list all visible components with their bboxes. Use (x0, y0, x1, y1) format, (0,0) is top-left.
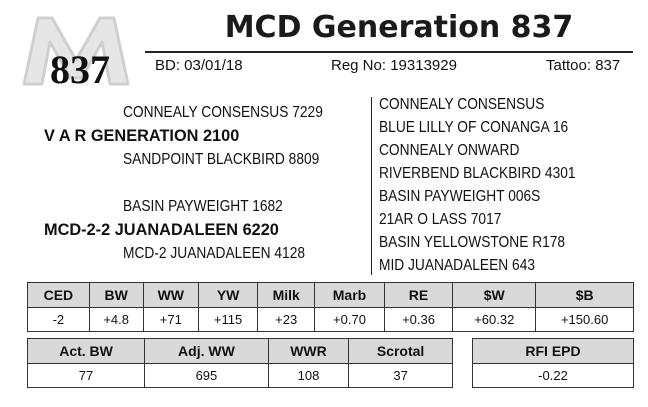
great-grandparent: CONNEALY ONWARD (379, 142, 520, 159)
epd-header-yw: YW (198, 283, 257, 308)
epd-header-b-index: $B (536, 283, 634, 308)
epd-header-ced: CED (28, 283, 90, 308)
epd-header-w-index: $W (453, 283, 536, 308)
epd-header-ww: WW (143, 283, 198, 308)
rfi-header: RFI EPD (473, 339, 634, 364)
perf-value-scrotal: 37 (349, 364, 453, 388)
perf-value-act-bw: 77 (28, 364, 145, 388)
rfi-value: -0.22 (473, 364, 634, 388)
birth-date: BD: 03/01/18 (155, 57, 243, 74)
epd-value-marb: +0.70 (315, 308, 385, 332)
great-grandparent: BLUE LILLY OF CONANGA 16 (379, 119, 569, 136)
sire-sire: CONNEALY CONSENSUS 7229 (123, 104, 323, 121)
epd-header-bw: BW (89, 283, 143, 308)
epd-table (27, 282, 634, 332)
epd-header-re: RE (384, 283, 452, 308)
great-grandparent: RIVERBEND BLACKBIRD 4301 (379, 165, 576, 182)
great-grandparent: MID JUANADALEEN 643 (379, 257, 535, 274)
sire-dam: SANDPOINT BLACKBIRD 8809 (123, 151, 320, 168)
rfi-table (472, 338, 634, 388)
great-grandparent: 21AR O LASS 7017 (379, 211, 502, 228)
epd-value-yw: +115 (198, 308, 257, 332)
rfi-value-row (473, 364, 634, 388)
great-grandparent: CONNEALY CONSENSUS (379, 96, 545, 113)
perf-header-scrotal: Scrotal (349, 339, 453, 364)
perf-value-adj-ww: 695 (145, 364, 269, 388)
epd-value-milk: +23 (258, 308, 315, 332)
epd-value-row (28, 308, 634, 332)
rfi-header-row (473, 339, 634, 364)
tattoo: Tattoo: 837 (546, 57, 621, 74)
epd-value-w-index: +60.32 (453, 308, 536, 332)
pedigree-divider (371, 97, 372, 275)
epd-value-ced: -2 (28, 308, 90, 332)
registration-number: Reg No: 19313929 (331, 57, 457, 74)
perf-value-wwr: 108 (268, 364, 348, 388)
great-grandparent: BASIN PAYWEIGHT 006S (379, 188, 541, 205)
epd-value-re: +0.36 (384, 308, 452, 332)
sire: V A R GENERATION 2100 (44, 126, 240, 145)
dam: MCD-2-2 JUANADALEEN 6220 (44, 220, 279, 239)
epd-value-b-index: +150.60 (536, 308, 634, 332)
perf-header-act-bw: Act. BW (28, 339, 145, 364)
epd-value-bw: +4.8 (89, 308, 143, 332)
perf-header-wwr: WWR (268, 339, 348, 364)
epd-header-milk: Milk (258, 283, 315, 308)
lot-number: 837 (50, 47, 110, 92)
great-grandparent: BASIN YELLOWSTONE R178 (379, 234, 566, 251)
dam-sire: BASIN PAYWEIGHT 1682 (123, 198, 283, 215)
dam-dam: MCD-2 JUANADALEEN 4128 (123, 245, 305, 262)
epd-header-row (28, 283, 634, 308)
performance-table (27, 338, 453, 388)
perf-header-adj-ww: Adj. WW (145, 339, 269, 364)
header-divider (145, 51, 633, 53)
epd-header-marb: Marb (315, 283, 385, 308)
performance-header-row (28, 339, 453, 364)
epd-value-ww: +71 (143, 308, 198, 332)
page-title: MCD Generation 837 (224, 10, 574, 45)
performance-value-row (28, 364, 453, 388)
